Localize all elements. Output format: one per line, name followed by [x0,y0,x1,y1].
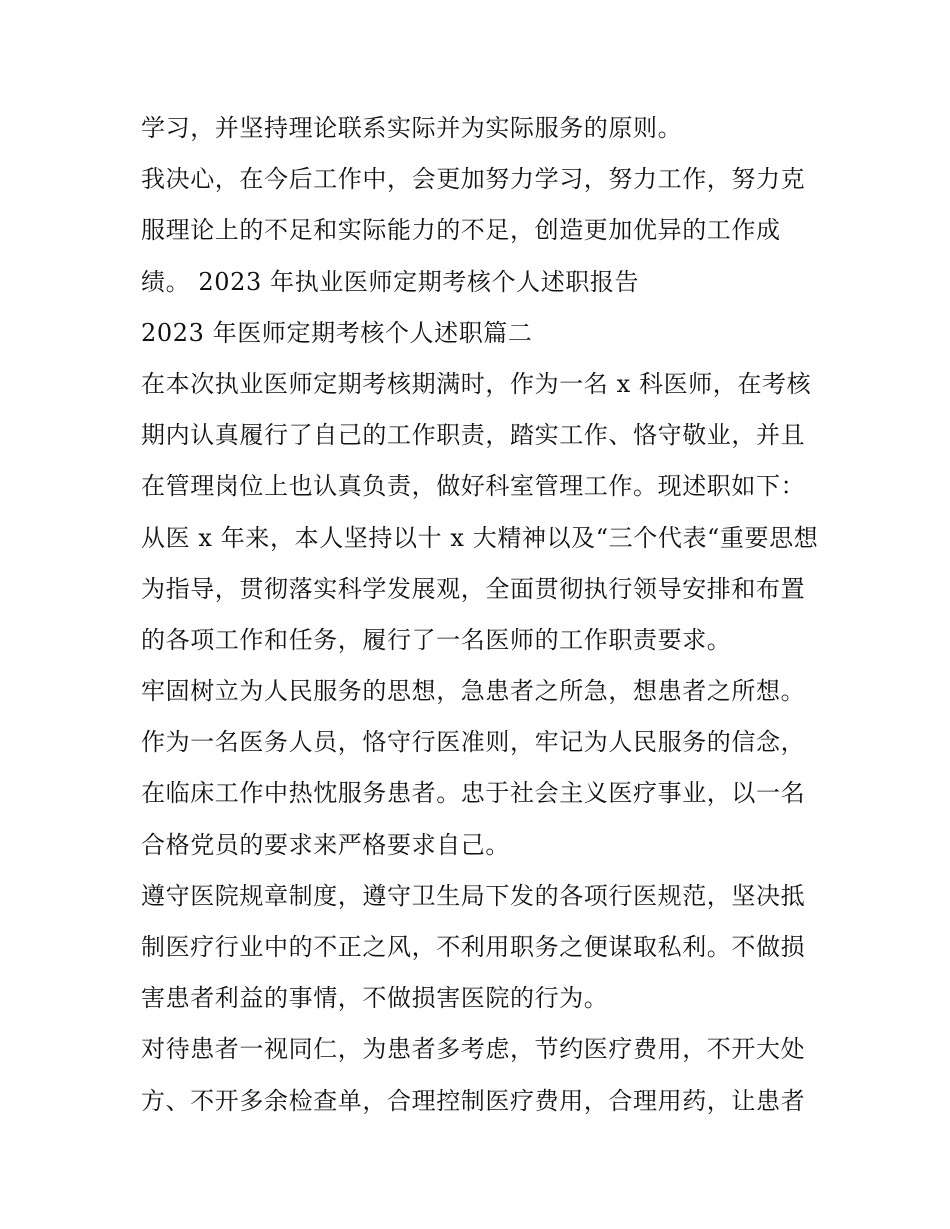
text-line: 制医疗行业中的不正之风，不利用职务之便谋取私利。不做损 [141,933,806,961]
text-line: 在临床工作中热忱服务患者。忠于社会主义医疗事业，以一名 [141,779,806,808]
text-line: 学习，并坚持理论联系实际并为实际服务的原则。 [141,114,683,142]
text-line: 绩。 2023 年执业医师定期考核个人述职报告 [141,267,640,296]
text-line: 方、不开多余检查单，合理控制医疗费用，合理用药，让患者 [141,1086,806,1115]
text-line: 服理论上的不足和实际能力的不足，创造更加优异的工作成 [141,216,781,245]
text-line: 合格党员的要求来严格要求自己。 [141,830,510,859]
text-line: 的各项工作和任务，履行了一名医师的工作职责要求。 [141,625,732,654]
text-line: 在本次执业医师定期考核期满时，作为一名 x 科医师，在考核 [141,369,812,398]
section-heading: 2023 年医师定期考核个人述职篇二 [141,318,533,347]
text-line: 为指导，贯彻落实科学发展观，全面贯彻执行领导安排和布置 [141,574,806,603]
text-line: 作为一名医务人员，恪守行医准则，牢记为人民服务的信念， [141,728,806,757]
text-line: 在管理岗位上也认真负责，做好科室管理工作。现述职如下： [141,472,806,501]
text-line: 对待患者一视同仁，为患者多考虑，节约医疗费用，不开大处 [141,1035,806,1064]
text-line: 我决心，在今后工作中，会更加努力学习，努力工作，努力克 [141,165,806,194]
text-line: 遵守医院规章制度，遵守卫生局下发的各项行医规范，坚决抵 [141,881,806,910]
text-line: 牢固树立为人民服务的思想，急患者之所急，想患者之所想。 [141,677,806,706]
text-line: 从医 x 年来，本人坚持以十 x 大精神以及“三个代表“重要思想 [141,523,819,552]
document-body [141,108,821,1132]
text-line: 害患者利益的事情，不做损害医院的行为。 [141,984,609,1013]
text-line: 期内认真履行了自己的工作职责，踏实工作、恪守敬业，并且 [141,421,806,450]
